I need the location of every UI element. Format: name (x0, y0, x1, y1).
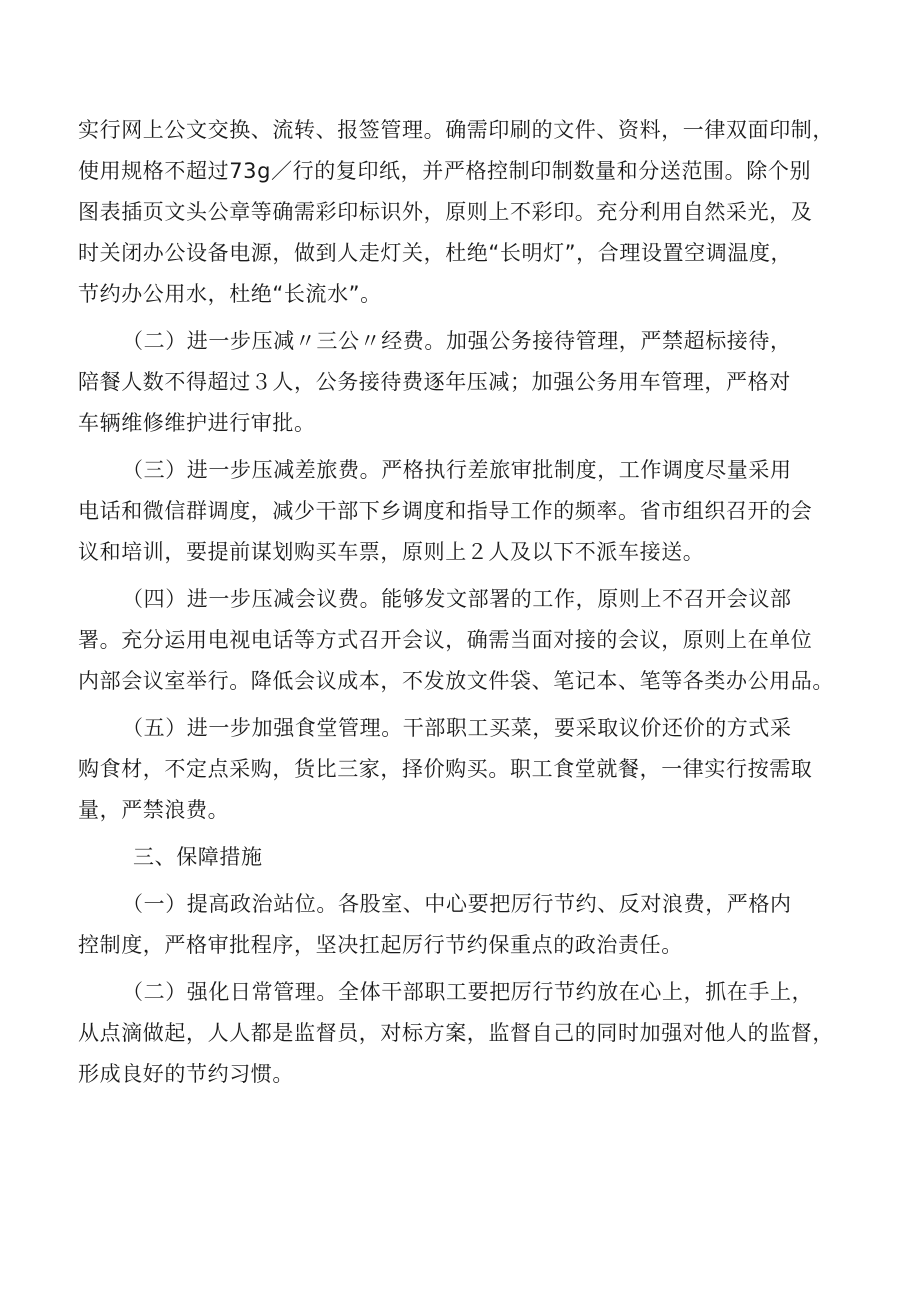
paragraph-three-public-expenses (78, 321, 858, 444)
text-line: 量，严禁浪费。 (78, 798, 230, 822)
paragraph-canteen-management (78, 708, 858, 831)
text-line: 购食材，不定点采购，货比三家，择价购买。职工食堂就餐，一律实行按需取 (78, 757, 813, 781)
text-line: 从点滴做起，人人都是监督员，对标方案，监督自己的同时加强对他人的监督， (78, 1021, 834, 1045)
text-line: 陪餐人数不得超过３人，公务接待费逐年压减；加强公务用车管理，严格对 (78, 370, 791, 394)
text-line: （二）强化日常管理。全体干部职工要把厉行节约放在心上，抓在手上， (122, 980, 814, 1004)
paragraph-meeting-expenses (78, 579, 858, 702)
text-line: （一）提高政治站位。各股室、中心要把厉行节约、反对浪费，严格内 (122, 892, 792, 916)
paragraph-political-stance (78, 884, 858, 966)
paragraph-travel-expenses (78, 450, 858, 573)
text-line: 控制度，严格审批程序，坚决扛起厉行节约保重点的政治责任。 (78, 933, 683, 957)
text-line: 时关闭办公设备电源，做到人走灯关，杜绝“长明灯”，合理设置空调温度， (78, 241, 793, 265)
text-line: 车辆维修维护进行审批。 (78, 411, 316, 435)
text-line: 署。充分运用电视电话等方式召开会议，确需当面对接的会议，原则上在单位 (78, 628, 813, 652)
text-line: 电话和微信群调度，减少干部下乡调度和指导工作的频率。省市组织召开的会 (78, 499, 813, 523)
text-line: 图表插页文头公章等确需彩印标识外，原则上不彩印。充分利用自然采光，及 (78, 200, 813, 224)
document-body (78, 110, 858, 1101)
paragraph-office-supplies (78, 110, 858, 315)
text-line: （四）进一步压减会议费。能够发文部署的工作，原则上不召开会议部 (122, 587, 792, 611)
text-line: 实行网上公文交换、流转、报签管理。确需印刷的文件、资料，一律双面印制， (78, 118, 834, 142)
text-line: （五）进一步加强食堂管理。干部职工买菜，要采取议价还价的方式采 (122, 716, 792, 740)
text-line: 使用规格不超过73g／行的复印纸，并严格控制印制数量和分送范围。除个别 (78, 159, 812, 183)
text-line: 议和培训，要提前谋划购买车票，原则上２人及以下不派车接送。 (78, 540, 705, 564)
section-heading-safeguards: 三、保障措施 (133, 845, 263, 869)
text-line: 节约办公用水，杜绝“长流水”。 (78, 282, 382, 306)
text-line: 内部会议室举行。降低会议成本，不发放文件袋、笔记本、笔等各类办公用品。 (78, 669, 834, 693)
text-line: 形成良好的节约习惯。 (78, 1062, 294, 1086)
text-line: （三）进一步压减差旅费。严格执行差旅审批制度，工作调度尽量采用 (122, 458, 792, 482)
text-line: （二）进一步压减〃三公〃经费。加强公务接待管理，严禁超标接待， (122, 329, 792, 353)
paragraph-daily-management (78, 972, 858, 1095)
